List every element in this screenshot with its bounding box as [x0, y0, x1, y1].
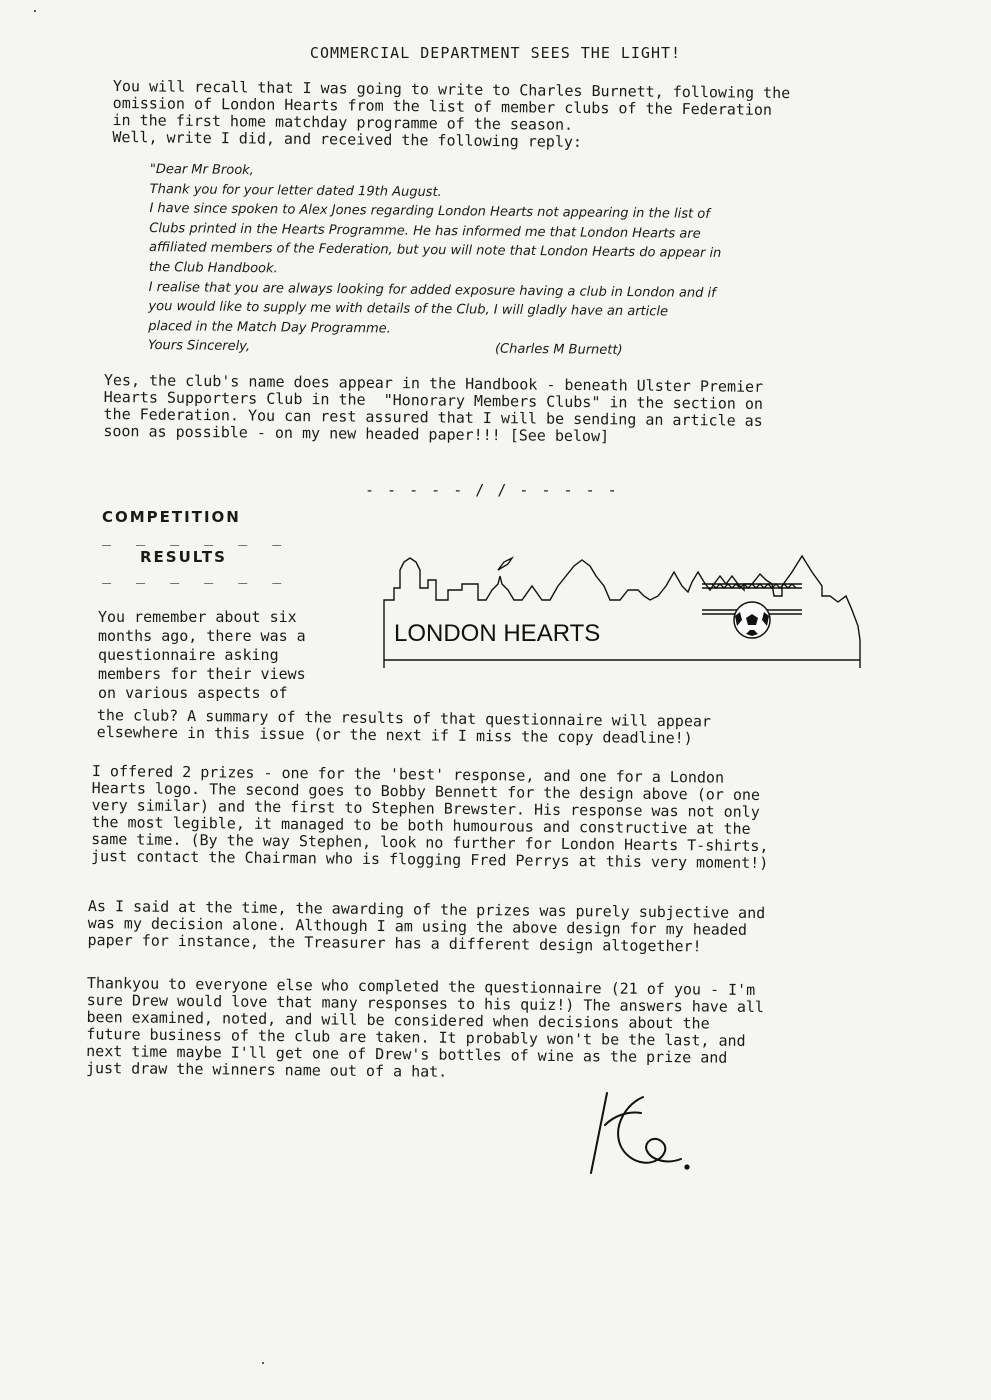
- letter-line: Thank you for your letter dated 19th August.: [149, 181, 442, 200]
- awarding-paragraph: As I said at the time, the awarding of the prizes was purely subjective and was my decision alone. Although I am using the above design for my headed paper for instance, the Treasurer has a different design altogether!: [87, 897, 766, 956]
- london-hearts-logo: [382, 540, 864, 668]
- letter-line: placed in the Match Day Programme.: [148, 318, 391, 337]
- letter-line: I have since spoken to Alex Jones regarding London Hearts not appearing in the list of: [149, 201, 710, 223]
- heading-underline: _ _ _ _ _ _: [102, 528, 290, 546]
- letter-line: Clubs printed in the Hearts Programme. He has informed me that London Hearts are: [149, 220, 701, 242]
- letter-line: the Club Handbook.: [148, 259, 278, 277]
- scan-speck: [262, 1362, 264, 1364]
- letter-line: affiliated members of the Federation, but you will note that London Hearts do appear in: [149, 240, 722, 262]
- handwritten-signature: [585, 1085, 695, 1180]
- quoted-letter: [148, 160, 870, 363]
- intro-paragraph: You will recall that I was going to write to Charles Burnett, following the omission of London Hearts from the list of member clubs of the Federation in the first home matchday programme of the season. Well, write I did, and received the following reply:: [112, 77, 791, 151]
- football-icon: [734, 602, 770, 638]
- heading-underline: _ _ _ _ _ _: [102, 566, 290, 584]
- followup-paragraph: Yes, the club's name does appear in the Handbook - beneath Ulster Premier Hearts Supporters Club in the "Honorary Members Clubs" in the section on the Federation. You can rest assured that I will be sending an article as soon as possible - on my new headed paper!!! [See below]: [103, 371, 764, 446]
- results-heading: RESULTS: [140, 548, 227, 566]
- letter-line: you would like to supply me with details of the Club, I will gladly have an article: [148, 299, 669, 320]
- prizes-paragraph: I offered 2 prizes - one for the 'best' response, and one for a London Hearts logo. The second goes to Bobby Bennett for the design above (or one very similar) and the first to Stephen Brewster. His response was not only the most legible, it managed to be both humourous and constructive at the same time. (By the way Stephen, look no further for London Hearts T-shirts, just contact the Chairman who is flogging Fred Perrys at this very moment!): [90, 762, 769, 873]
- letter-line: I realise that you are always looking for added exposure having a club in London and if: [148, 279, 716, 301]
- questionnaire-continuation: the club? A summary of the results of that questionnaire will appear elsewhere in this issue (or the next if I miss the copy deadline!): [96, 706, 712, 748]
- scan-speck: [34, 10, 36, 12]
- article-title: COMMERCIAL DEPARTMENT SEES THE LIGHT!: [309, 44, 682, 62]
- logo-text: LONDON HEARTS: [394, 620, 601, 647]
- letter-salutation: "Dear Mr Brook,: [149, 161, 254, 179]
- section-divider: - - - - - / / - - - - -: [365, 481, 619, 499]
- thanks-paragraph: Thankyou to everyone else who completed the questionnaire (21 of you - I'm sure Drew would love that many responses to his quiz!) The answers have all been examined, noted, and will be considered when decisions about the future business of the club are taken. It probably won't be the last, and next time maybe I'll get one of Drew's bottles of wine as the prize and just draw the winners name out of a hat.: [85, 974, 765, 1081]
- letter-closing-text: Yours Sincerely,: [147, 338, 251, 355]
- questionnaire-intro: You remember about six months ago, there was a questionnaire asking members for their views on various aspects of: [98, 608, 306, 702]
- letter-signatory: (Charles M Burnett): [494, 341, 623, 359]
- competition-heading: COMPETITION: [102, 508, 241, 526]
